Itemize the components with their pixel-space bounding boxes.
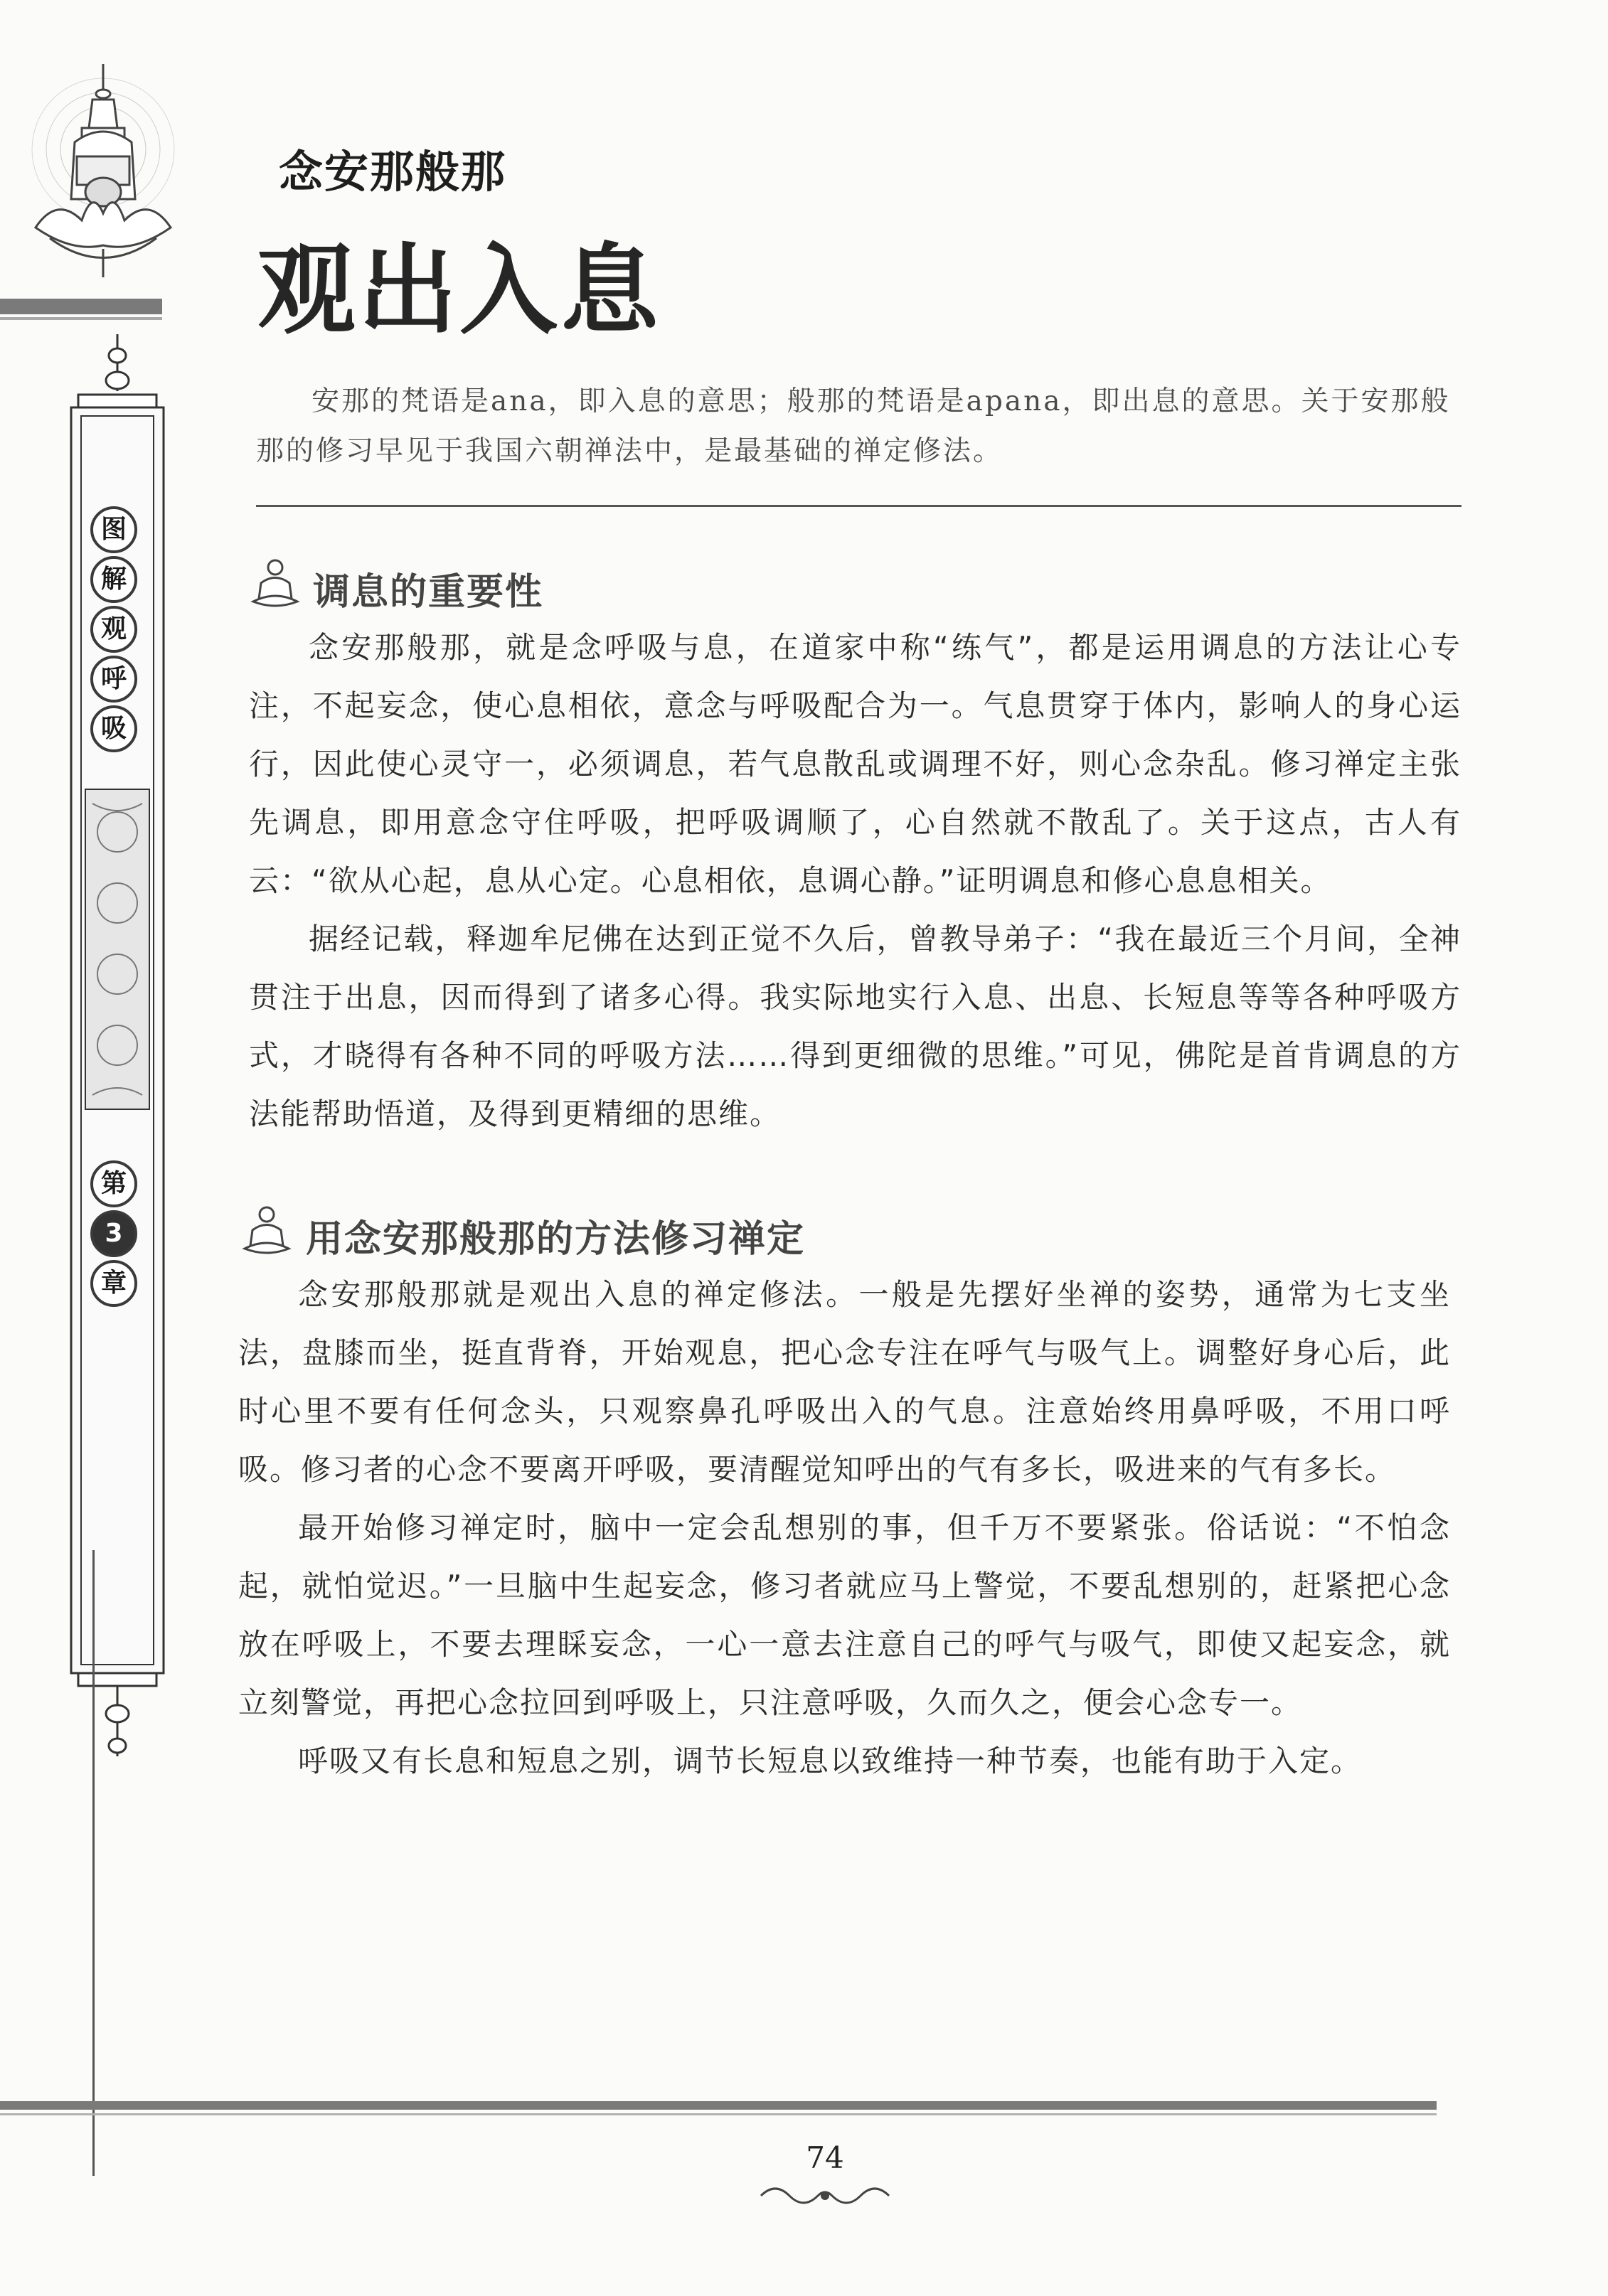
section-heading-importance: 调息的重要性	[313, 570, 544, 614]
section-heading-method: 用念安那般那的方法修习禅定	[306, 1217, 806, 1261]
top-divider-line	[0, 317, 162, 320]
bottom-divider-line	[0, 2113, 1437, 2115]
page-subtitle: 念安那般那	[279, 146, 507, 198]
page-number: 74	[806, 2140, 844, 2175]
bottom-divider-bar	[0, 2101, 1437, 2110]
side-char-hu: 呼	[90, 656, 137, 703]
side-chapter-zhang: 章	[90, 1260, 137, 1307]
side-char-tu: 图	[90, 506, 137, 553]
footer-ornament-icon	[754, 2182, 896, 2210]
side-char-xi: 吸	[90, 705, 137, 752]
side-chapter-di: 第	[90, 1160, 137, 1207]
section-body-importance	[249, 619, 1461, 1143]
side-vertical-line	[92, 1550, 95, 2176]
paragraph: 最开始修习禅定时，脑中一定会乱想别的事，但千万不要紧张。俗话说：“不怕念起，就怕觉迟。”一旦脑中生起妄念，修习者就应马上警觉，不要乱想别的，赶紧把心念放在呼吸上，不要去理睬妄念，一心一意去注意自己的呼气与吸气，即使又起妄念，就立刻警觉，再把心念拉回到呼吸上，只注意呼吸，久而久之，便会心念专一。	[238, 1510, 1451, 1720]
paragraph: 据经记载，释迦牟尼佛在达到正觉不久后，曾教导弟子：“我在最近三个月间，全神贯注于出息，因而得到了诸多心得。我实际地实行入息、出息、长短息等等各种呼吸方式，才晓得有各种不同的呼吸方法……得到更细微的思维。”可见，佛陀是首肯调息的方法能帮助悟道，及得到更精细的思维。	[249, 922, 1461, 1131]
paragraph: 念安那般那，就是念呼吸与息，在道家中称“练气”，都是运用调息的方法让心专注，不起妄念，使心息相依，意念与呼吸配合为一。气息贯穿于体内，影响人的身心运行，因此使心灵守一，必须调息，若气息散乱或调理不好，则心念杂乱。修习禅定主张先调息，即用意念守住呼吸，把呼吸调顺了，心自然就不散乱了。关于这点，古人有云：“欲从心起，息从心定。心息相依，息调心静。”证明调息和修心息息相关。	[249, 630, 1461, 898]
side-char-guan: 观	[90, 606, 137, 653]
top-divider-bar	[0, 299, 162, 314]
buddha-icon	[242, 1202, 292, 1259]
side-char-jie: 解	[90, 556, 137, 603]
buddha-icon	[250, 555, 300, 612]
intro-divider	[256, 505, 1461, 507]
intro-paragraph: 安那的梵语是ana，即入息的意思；般那的梵语是apana，即出息的意思。关于安那般那的修习早见于我国六朝禅法中，是最基础的禅定修法。	[256, 385, 1451, 467]
page-title: 观出入息	[257, 232, 662, 348]
stupa-emblem-icon	[14, 43, 192, 299]
section-body-method	[238, 1266, 1451, 1790]
paragraph: 念安那般那就是观出入息的禅定修法。一般是先摆好坐禅的姿势，通常为七支坐法，盘膝而坐，挺直背脊，开始观息，把心念专注在呼气与吸气上。调整好身心后，此时心里不要有任何念头，只观察鼻孔呼吸出入的气息。注意始终用鼻呼吸，不用口呼吸。修习者的心念不要离开呼吸，要清醒觉知呼出的气有多长，吸进来的气有多长。	[238, 1277, 1451, 1487]
side-chapter-number: 3	[90, 1210, 137, 1257]
paragraph: 呼吸又有长息和短息之别，调节长短息以致维持一种节奏，也能有助于入定。	[298, 1744, 1363, 1778]
